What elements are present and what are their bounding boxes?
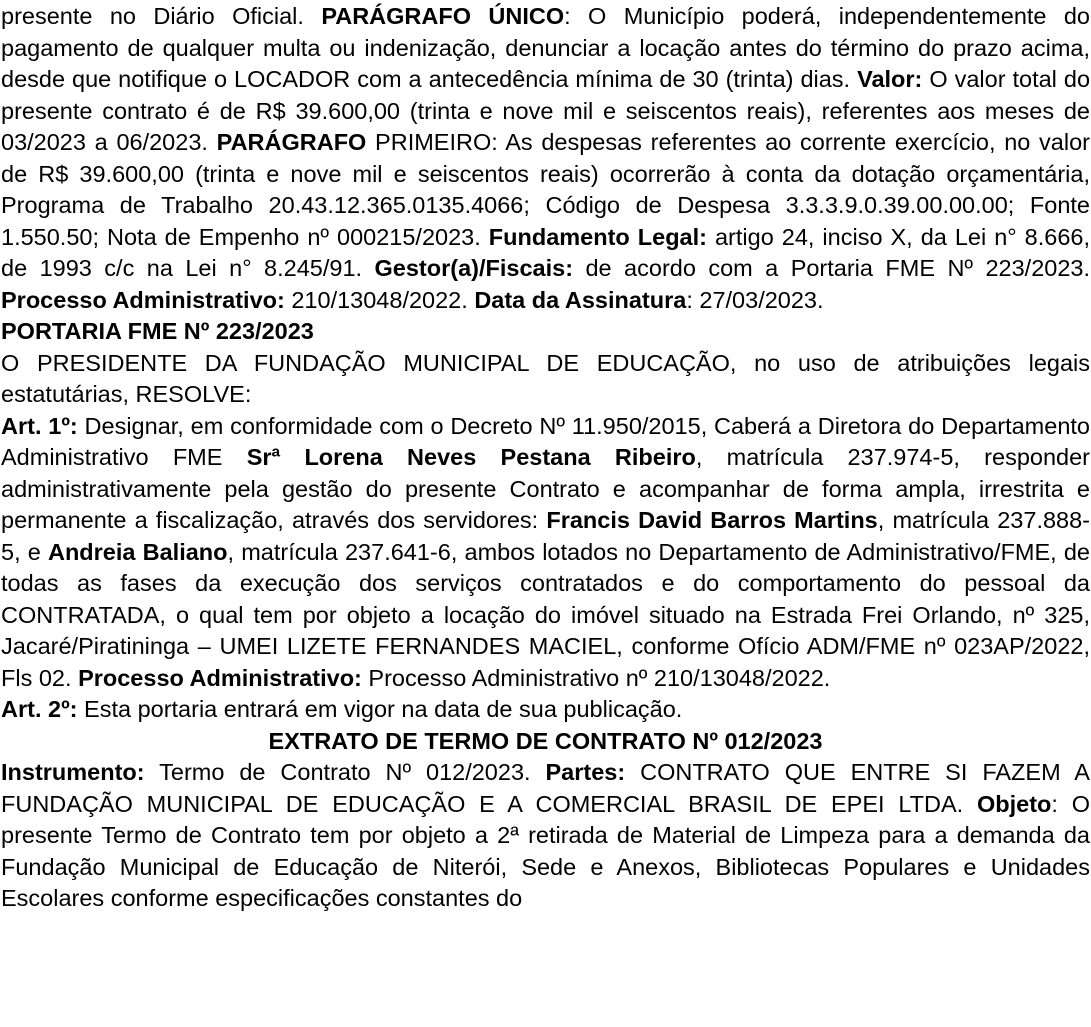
bold-run: PARÁGRAFO ÚNICO bbox=[321, 3, 565, 29]
bold-run: PARÁGRAFO bbox=[216, 129, 367, 155]
text-run: Processo Administrativo nº 210/13048/2022. bbox=[361, 664, 831, 691]
text-run: CONTRATO QUE ENTRE SI FAZEM A FUNDAÇÃO MUNICIPAL DE EDUCAÇÃO E A COMERCIAL BRASIL DE EPEI LTDA. bbox=[1, 759, 1090, 817]
bold-run: Instrumento: bbox=[1, 759, 145, 785]
portaria-art-1 bbox=[1, 411, 1090, 695]
portaria-intro: O PRESIDENTE DA FUNDAÇÃO MUNICIPAL DE EDUCAÇÃO, no uso de atribuições legais estatutárias, RESOLVE: bbox=[1, 349, 1090, 407]
text-run: 210/13048/2022. bbox=[284, 286, 475, 313]
text-run: Esta portaria entrará em vigor na data de sua publicação. bbox=[77, 696, 683, 722]
bold-run: Partes: bbox=[545, 759, 626, 785]
portaria-art-2 bbox=[1, 694, 1090, 726]
text-run: presente no Diário Oficial. bbox=[1, 3, 322, 29]
text-run: , matrícula 237.641-6, ambos lotados no Departamento de Administrativo/FME, de todas as fases da execução dos serviços contratados e do comportamento do pessoal da CONTRATADA, o qual tem por objeto a locação do imóvel situado na Estrada Frei Orlando, nº 325, Jacaré/Piratininga – UMEI LIZETE FERNANDES MACIEL, conforme Ofício ADM/FME nº 023AP/2022, Fls 02. bbox=[1, 538, 1091, 691]
text-run: de acordo com a Portaria FME Nº 223/2023. bbox=[573, 255, 1091, 281]
article-label: Art. 2º: bbox=[1, 696, 78, 722]
article-label: Art. 1º: bbox=[1, 412, 78, 439]
text-run: PRIMEIRO: As despesas referentes ao corrente exercício, no valor de R$ 39.600,00 (trinta e nove mil e seiscentos reais) ocorrerão à conta da dotação orçamentária, Programa de Trabalho 20.43.12.365.0135.4066; Código de Despesa 3.3.3.9.0.39.00.00.00; Fonte 1.550.50; Nota de Empenho nº 000215/2023. bbox=[1, 129, 1090, 250]
bold-run: Fundamento Legal: bbox=[488, 223, 707, 250]
extrato-paragraph bbox=[1, 757, 1090, 915]
bold-run: Valor: bbox=[857, 66, 923, 92]
text-run: , matrícula 237.974-5, responder administrativamente pela gestão do presente Contrato e acompanhar de forma ampla, irrestrita e permanente a fiscalização, através dos servidores: bbox=[1, 444, 1090, 533]
bold-run: Processo Administrativo: bbox=[1, 286, 285, 313]
text-run: : 27/03/2023. bbox=[686, 286, 824, 313]
bold-run: Francis David Barros Martins bbox=[546, 507, 878, 533]
text-run: O valor total do presente contrato é de R$ 39.600,00 (trinta e nove mil e seiscentos reais), referentes aos meses de 03/2023 a 06/2023. bbox=[1, 66, 1091, 155]
portaria-title: PORTARIA FME Nº 223/2023 bbox=[1, 318, 314, 344]
bold-run: Srª Lorena Neves Pestana Ribeiro bbox=[246, 444, 696, 470]
text-run: , matrícula 237.888-5, e bbox=[1, 507, 1091, 565]
document-body bbox=[1, 1, 1090, 915]
text-run: artigo 24, inciso X, da Lei n° 8.666, de 1993 c/c na Lei n° 8.245/91. bbox=[1, 223, 1090, 281]
text-run: Designar, em conformidade com o Decreto Nº 11.950/2015, Caberá a Diretora do Departamento Administrativo FME bbox=[1, 412, 1090, 470]
bold-run: Objeto bbox=[976, 790, 1052, 817]
bold-run: Data da Assinatura bbox=[474, 286, 687, 313]
contract-clauses-paragraph bbox=[1, 1, 1090, 316]
text-run: : O presente Termo de Contrato tem por objeto a 2ª retirada de Material de Limpeza para a demanda da Fundação Municipal de Educação de Niterói, Sede e Anexos, Bibliotecas Populares e Unidades Escolares conforme especificações constantes do bbox=[1, 790, 1090, 911]
text-run: Termo de Contrato Nº 012/2023. bbox=[144, 759, 546, 785]
bold-run: Processo Administrativo: bbox=[78, 664, 362, 691]
bold-run: Gestor(a)/Fiscais: bbox=[374, 255, 574, 281]
text-run: : O Município poderá, independentemente do pagamento de qualquer multa ou indenização, denunciar a locação antes do término do prazo acima, desde que notifique o LOCADOR com a antecedência mínima de 30 (trinta) dias. bbox=[1, 3, 1091, 92]
extrato-title: EXTRATO DE TERMO DE CONTRATO Nº 012/2023 bbox=[268, 727, 823, 754]
bold-run: Andreia Baliano bbox=[47, 538, 228, 565]
